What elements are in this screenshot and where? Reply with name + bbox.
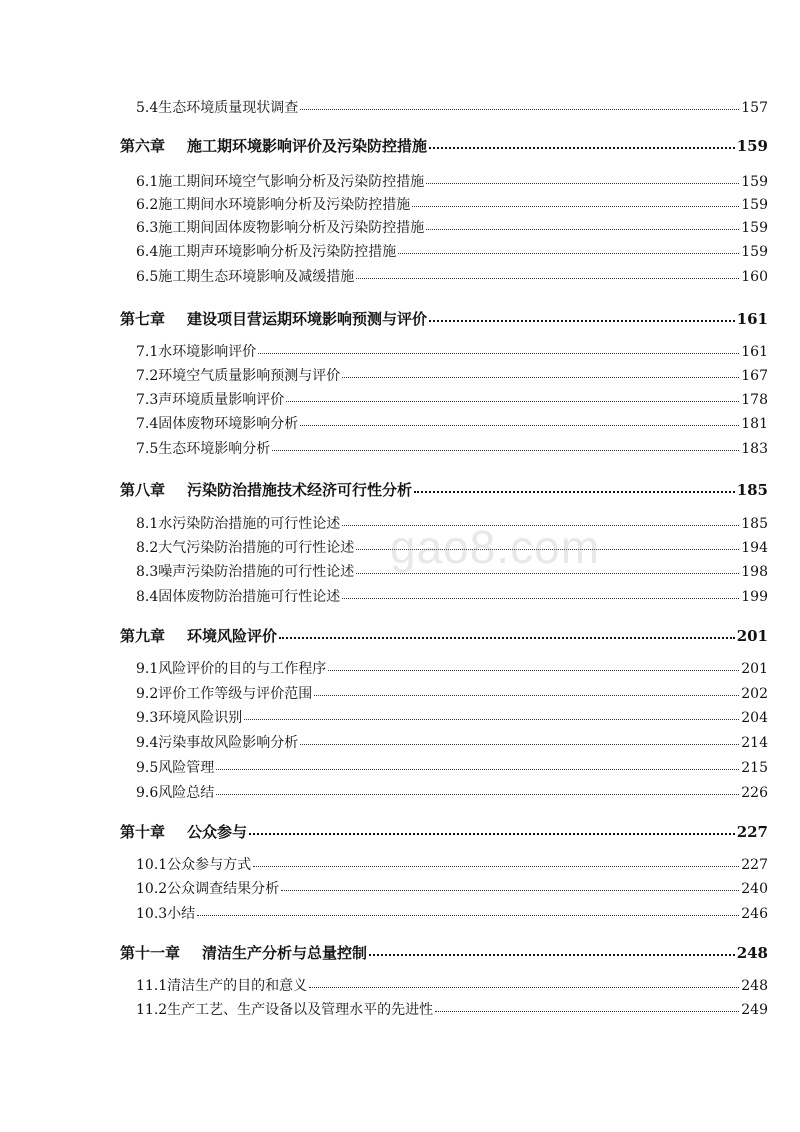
dot-leader	[216, 768, 739, 770]
chapter-number: 第八章	[120, 481, 166, 499]
chapter-title: 公众参与	[187, 823, 248, 841]
toc-page-number: 185	[736, 481, 768, 499]
dot-leader	[342, 524, 739, 526]
toc-row[interactable]	[136, 657, 768, 681]
toc-number: 11.1	[136, 978, 168, 994]
toc-page-number: 161	[741, 344, 768, 360]
toc-number: 10.2	[136, 881, 168, 897]
toc-number: 8.3	[136, 564, 159, 580]
toc-title: 清洁生产的目的和意义	[167, 978, 308, 994]
toc-page-number: 204	[741, 710, 768, 726]
toc-title: 施工期声环境影响分析及污染防控措施	[158, 244, 397, 260]
dot-leader	[342, 597, 739, 599]
toc-number: 8.4	[136, 589, 159, 605]
toc-number: 7.5	[136, 441, 159, 457]
toc-page-number: 198	[741, 564, 768, 580]
toc-page-number: 160	[741, 269, 768, 285]
toc-title: 固体废物环境影响分析	[158, 416, 299, 432]
dot-leader	[328, 669, 739, 671]
toc-title: 施工期间水环境影响分析及污染防控措施	[158, 197, 411, 213]
dot-leader	[216, 793, 739, 795]
toc-number: 9.6	[136, 785, 159, 801]
toc-title: 声环境质量影响评价	[158, 392, 285, 408]
toc-page-number: 159	[736, 137, 768, 155]
dot-leader	[249, 832, 735, 835]
toc-page-number: 240	[741, 881, 768, 897]
toc-title: 水污染防治措施的可行性论述	[158, 516, 341, 532]
dot-leader	[286, 400, 739, 402]
toc-title: 公众调查结果分析	[167, 881, 280, 897]
toc-title: 评价工作等级与评价范围	[158, 686, 313, 702]
toc-page-number: 249	[741, 1002, 768, 1018]
dot-leader	[309, 986, 739, 988]
toc-title: 生态环境影响分析	[158, 441, 271, 457]
toc-page-number: 159	[741, 197, 768, 213]
toc-title: 风险总结	[158, 785, 215, 801]
toc-number: 6.5	[136, 269, 159, 285]
dot-leader	[253, 865, 739, 867]
toc-row[interactable]	[136, 364, 768, 388]
toc-page-number: 246	[741, 906, 768, 922]
dot-leader	[414, 490, 735, 493]
toc-page-number: 227	[741, 857, 768, 873]
toc-row[interactable]	[136, 536, 768, 560]
toc-page-number: 248	[736, 944, 768, 962]
toc-title: 风险管理	[158, 760, 215, 776]
toc-page-number: 199	[741, 589, 768, 605]
dot-leader	[300, 743, 739, 745]
chapter-number: 第六章	[120, 137, 166, 155]
toc-row[interactable]	[136, 585, 768, 609]
dot-leader	[426, 182, 739, 184]
dot-leader	[356, 277, 739, 279]
toc-page-number: 178	[741, 392, 768, 408]
toc-title: 施工期间固体废物影响分析及污染防控措施	[158, 220, 425, 236]
watermark: gao8.com	[390, 521, 601, 573]
chapter-number: 第九章	[120, 627, 166, 645]
toc-number: 8.2	[136, 540, 159, 556]
toc-number: 11.2	[136, 1002, 168, 1018]
toc-title: 环境风险识别	[158, 710, 243, 726]
toc-page-number: 215	[741, 760, 768, 776]
toc-row[interactable]	[136, 781, 768, 805]
toc-title: 公众参与方式	[167, 857, 252, 873]
toc-number: 7.3	[136, 392, 159, 408]
toc-title: 生产工艺、生产设备以及管理水平的先进性	[167, 1002, 434, 1018]
toc-row[interactable]	[136, 731, 768, 755]
chapter-number: 第十一章	[120, 944, 181, 962]
toc-title: 环境空气质量影响预测与评价	[158, 368, 341, 384]
dot-leader	[429, 319, 735, 322]
toc-row[interactable]	[136, 240, 768, 264]
toc-page-number: 159	[741, 220, 768, 236]
toc-page-number: 167	[741, 368, 768, 384]
toc-row[interactable]	[136, 974, 768, 998]
toc-chapter-row[interactable]	[120, 624, 768, 648]
toc-title: 固体废物防治措施可行性论述	[158, 589, 341, 605]
toc-chapter-row[interactable]	[120, 820, 768, 844]
toc-row[interactable]	[136, 682, 768, 706]
toc-page-number: 201	[741, 661, 768, 677]
toc-page-number: 248	[741, 978, 768, 994]
toc-title: 风险评价的目的与工作程序	[158, 661, 327, 677]
toc-page-number: 226	[741, 785, 768, 801]
dot-leader	[314, 694, 739, 696]
toc-title: 水环境影响评价	[158, 344, 257, 360]
toc-number: 6.3	[136, 220, 159, 236]
toc-title: 污染事故风险影响分析	[158, 735, 299, 751]
dot-leader	[356, 548, 739, 550]
toc-number: 9.3	[136, 710, 159, 726]
dot-leader	[272, 449, 739, 451]
dot-leader	[429, 146, 735, 149]
toc-number: 9.5	[136, 760, 159, 776]
toc-row[interactable]	[136, 340, 768, 364]
dot-leader	[281, 889, 739, 891]
chapter-title: 施工期环境影响评价及污染防控措施	[187, 137, 428, 155]
toc-page-number: 159	[741, 244, 768, 260]
toc-row[interactable]	[136, 265, 768, 289]
toc-page-number: 183	[741, 441, 768, 457]
chapter-title: 环境风险评价	[187, 627, 278, 645]
toc-row[interactable]	[136, 437, 768, 461]
dot-leader	[412, 205, 739, 207]
toc-row[interactable]	[136, 853, 768, 877]
toc-page-number: 161	[736, 310, 768, 328]
dot-leader	[398, 252, 739, 254]
toc-title: 大气污染防治措施的可行性论述	[158, 540, 355, 556]
chapter-number: 第七章	[120, 310, 166, 328]
toc-title: 噪声污染防治措施的可行性论述	[158, 564, 355, 580]
dot-leader	[244, 718, 739, 720]
toc-page-number: 185	[741, 516, 768, 532]
toc-number: 10.1	[136, 857, 168, 873]
toc-number: 6.2	[136, 197, 159, 213]
toc-number: 8.1	[136, 516, 159, 532]
toc-number: 7.1	[136, 344, 159, 360]
toc-chapter-row[interactable]	[120, 941, 768, 965]
dot-leader	[258, 352, 739, 354]
toc-row[interactable]	[136, 756, 768, 780]
toc-number: 6.4	[136, 244, 159, 260]
toc-row[interactable]	[136, 170, 768, 194]
toc-number: 5.4	[136, 100, 159, 116]
toc-number: 7.4	[136, 416, 159, 432]
toc-row[interactable]	[136, 412, 768, 436]
toc-page-number: 227	[736, 823, 768, 841]
dot-leader	[279, 636, 735, 639]
toc-page-number: 181	[741, 416, 768, 432]
toc-number: 7.2	[136, 368, 159, 384]
toc-title: 施工期间环境空气影响分析及污染防控措施	[158, 174, 425, 190]
toc-page-number: 202	[741, 686, 768, 702]
toc-row[interactable]	[136, 706, 768, 730]
toc-number: 9.1	[136, 661, 159, 677]
chapter-title: 污染防治措施技术经济可行性分析	[187, 481, 413, 499]
dot-leader	[300, 108, 739, 110]
toc-title: 施工期生态环境影响及减缓措施	[158, 269, 355, 285]
toc-page-number: 214	[741, 735, 768, 751]
dot-leader	[197, 914, 739, 916]
toc-number: 6.1	[136, 174, 159, 190]
toc-row[interactable]	[136, 388, 768, 412]
toc-number: 10.3	[136, 906, 168, 922]
dot-leader	[300, 424, 739, 426]
toc-page-number: 194	[741, 540, 768, 556]
dot-leader	[356, 572, 739, 574]
toc-chapter-row[interactable]	[120, 478, 768, 502]
toc-row[interactable]	[136, 560, 768, 584]
toc-title: 生态环境质量现状调查	[158, 100, 299, 116]
toc-row[interactable]	[136, 96, 768, 120]
chapter-number: 第十章	[120, 823, 166, 841]
toc-chapter-row[interactable]	[120, 134, 768, 158]
toc-page-number: 201	[736, 627, 768, 645]
toc-chapter-row[interactable]	[120, 307, 768, 331]
toc-title: 小结	[167, 906, 196, 922]
toc-row[interactable]	[136, 216, 768, 240]
chapter-title: 建设项目营运期环境影响预测与评价	[187, 310, 428, 328]
toc-page-number: 159	[741, 174, 768, 190]
dot-leader	[435, 1010, 739, 1012]
toc-number: 9.4	[136, 735, 159, 751]
dot-leader	[426, 228, 739, 230]
dot-leader	[369, 953, 735, 956]
toc-number: 9.2	[136, 686, 159, 702]
toc-page-number: 157	[741, 100, 768, 116]
toc-row[interactable]	[136, 877, 768, 901]
toc-row[interactable]	[136, 512, 768, 536]
dot-leader	[342, 376, 739, 378]
toc-row[interactable]	[136, 998, 768, 1022]
chapter-title: 清洁生产分析与总量控制	[202, 944, 368, 962]
toc-row[interactable]	[136, 902, 768, 926]
toc-row[interactable]	[136, 193, 768, 217]
